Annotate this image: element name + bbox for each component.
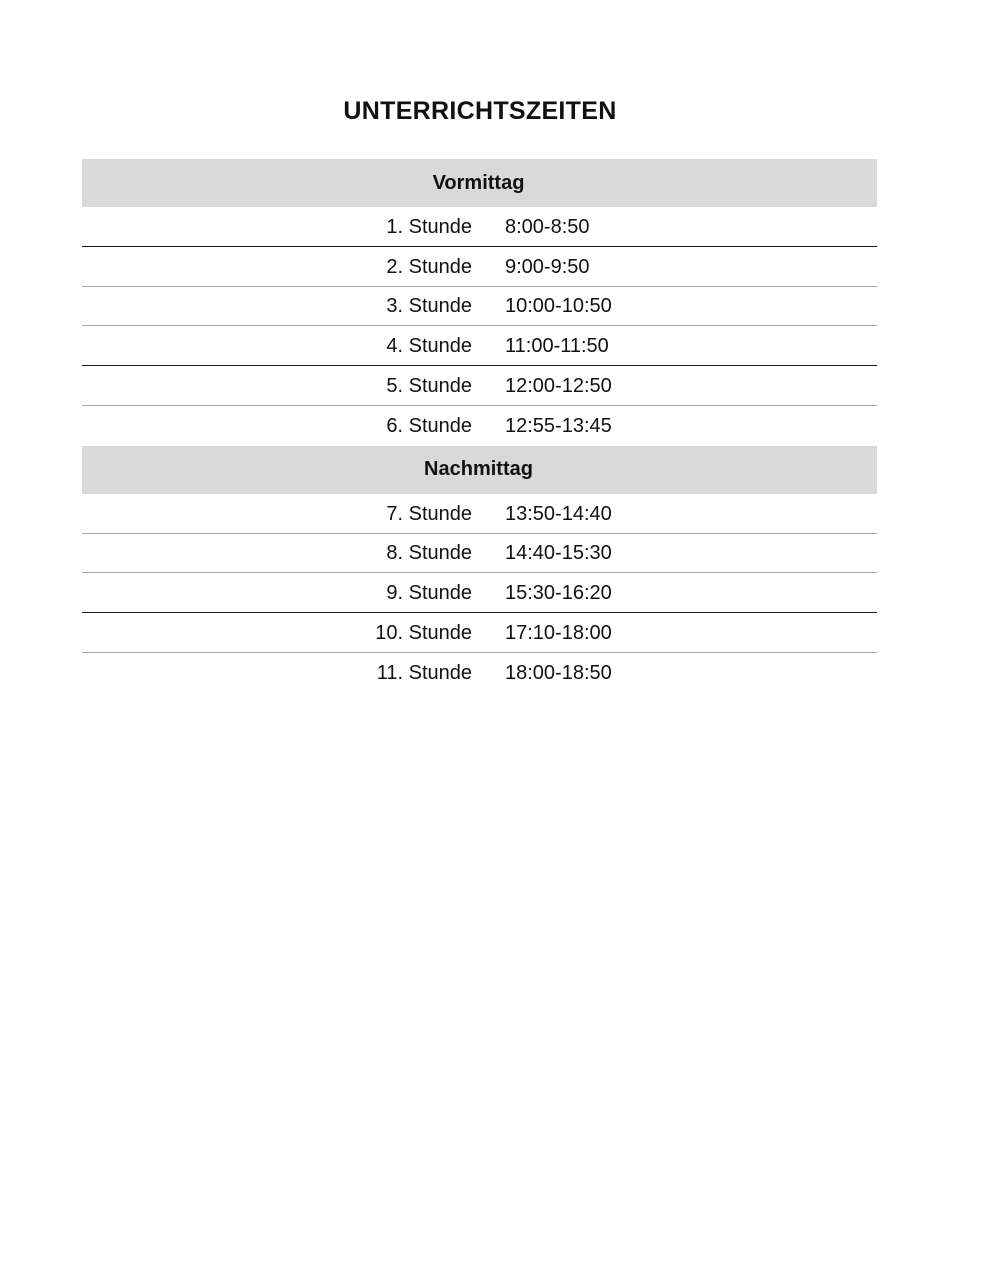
page-title: UNTERRICHTSZEITEN [343, 97, 617, 125]
lesson-label: 6. Stunde [386, 415, 472, 438]
table-row [82, 207, 877, 247]
table-row [82, 366, 877, 406]
table-row [82, 326, 877, 366]
lesson-time: 10:00-10:50 [505, 295, 612, 318]
table-row [82, 247, 877, 287]
table-row [82, 287, 877, 327]
section-header-label: Nachmittag [424, 458, 533, 481]
lesson-label: 2. Stunde [386, 255, 472, 278]
section-header-vormittag [82, 159, 877, 207]
table-row [82, 613, 877, 653]
lesson-label: 9. Stunde [386, 582, 472, 605]
table-row [82, 573, 877, 613]
table-row [82, 534, 877, 574]
table-row [82, 494, 877, 534]
lesson-label: 8. Stunde [386, 542, 472, 565]
section-header-nachmittag [82, 446, 877, 494]
lesson-time: 15:30-16:20 [505, 582, 612, 605]
lesson-time: 13:50-14:40 [505, 502, 612, 525]
table-row [82, 406, 877, 446]
lesson-time: 8:00-8:50 [505, 215, 590, 238]
lesson-label: 7. Stunde [386, 502, 472, 525]
section-header-label: Vormittag [432, 171, 525, 194]
lesson-time: 14:40-15:30 [505, 542, 612, 565]
lesson-label: 10. Stunde [375, 622, 472, 645]
lesson-time: 9:00-9:50 [505, 255, 590, 278]
table-row [82, 653, 877, 693]
lesson-label: 3. Stunde [386, 295, 472, 318]
lesson-label: 1. Stunde [386, 215, 472, 238]
schedule-table [82, 159, 877, 693]
lesson-label: 5. Stunde [386, 375, 472, 398]
lesson-time: 11:00-11:50 [505, 335, 609, 358]
lesson-label: 4. Stunde [386, 335, 472, 358]
lesson-time: 18:00-18:50 [505, 662, 612, 685]
lesson-time: 12:55-13:45 [505, 415, 612, 438]
lesson-label: 11. Stunde [376, 662, 472, 685]
lesson-time: 17:10-18:00 [505, 622, 612, 645]
lesson-time: 12:00-12:50 [505, 375, 612, 398]
